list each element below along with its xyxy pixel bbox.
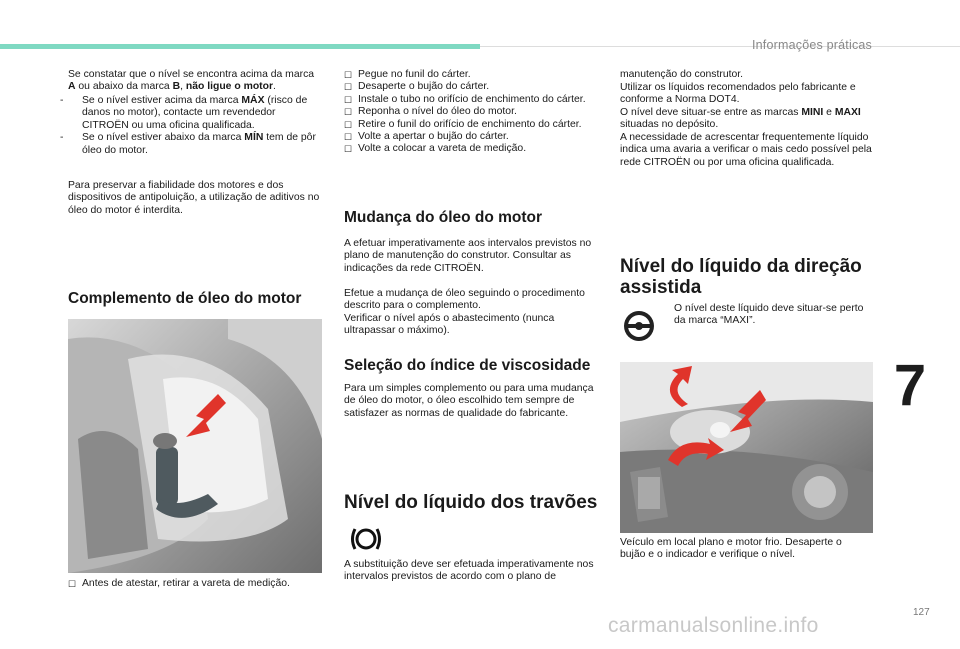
heading-power-steering: Nível do líquido da direção assistida xyxy=(620,256,862,298)
checkbox-bullet-icon: ☐ xyxy=(344,82,353,93)
list-item: ☐ Antes de atestar, retirar a vareta de medição. xyxy=(68,578,290,589)
heading-viscosity: Seleção do índice de viscosidade xyxy=(344,357,591,374)
viscosity-text: Para um simples complemento ou para uma mudança de óleo do motor, o óleo escolhido tem sempre de satisfazer as normas de qualidade do fabricante. xyxy=(344,383,594,419)
list-item: ☐ Volte a apertar o bujão do cárter. xyxy=(344,131,509,143)
checkbox-bullet-icon: ☐ xyxy=(344,70,353,80)
list-item: ☐ Instale o tubo no orifício de enchimento do cárter. xyxy=(344,93,586,105)
col3-text-2: Utilizar os líquidos recomendados pelo fabricante e conforme a Norma DOT4. xyxy=(620,82,856,106)
header-accent-bar xyxy=(0,44,480,49)
col1-caption-list xyxy=(68,578,328,590)
checkbox-bullet-icon: ☐ xyxy=(344,132,353,143)
brake-fluid-text: A substituição deve ser efetuada imperativamente nos intervalos previstos de acordo com o plano de xyxy=(344,559,594,583)
oil-change-text-2: Efetue a mudança de óleo seguindo o procedimento descrito para o complemento. xyxy=(344,288,585,312)
oil-change-text-3: Verificar o nível após o abastecimento (nunca ultrapassar o máximo). xyxy=(344,313,555,337)
chapter-number: 7 xyxy=(893,353,927,418)
power-steering-level-text: O nível deste líquido deve situar-se perto da marca “MAXI”. xyxy=(674,303,864,327)
power-steering-illustration xyxy=(620,362,873,533)
col1-paragraph: Para preservar a fiabilidade dos motores e dos dispositivos de antipoluição, a utilização de aditivos no óleo do motor é interdita. xyxy=(68,180,320,216)
heading-oil-change: Mudança do óleo do motor xyxy=(344,209,543,226)
list-item: ☐ Retire o funil do orifício de enchimento do cárter. xyxy=(344,118,582,130)
col3-text-4: A necessidade de acrescentar frequentemente líquido indica uma avaria a verificar o mais cedo possível pela rede CITROËN ou por uma oficina qualificada. xyxy=(620,132,872,168)
engine-oil-illustration xyxy=(68,319,322,573)
col3-text-3: O nível deve situar-se entre as marcas MINI e MAXI situadas no depósito. xyxy=(620,107,861,131)
header-rule xyxy=(480,46,960,47)
list-item: - Se o nível estiver abaixo da marca MÍN tem de pôr óleo do motor. xyxy=(60,132,316,156)
col1-intro: Se constatar que o nível se encontra acima da marca A ou abaixo da marca B, não ligue o motor. xyxy=(68,69,315,93)
heading-oil-top-up: Complemento de óleo do motor xyxy=(68,290,302,307)
col3-text-1: manutenção do construtor. xyxy=(620,69,744,80)
checkbox-bullet-icon: ☐ xyxy=(344,107,353,118)
list-item: ☐ Reponha o nível do óleo do motor. xyxy=(344,106,517,118)
heading-brake-fluid: Nível do líquido dos travões xyxy=(344,492,598,513)
checkbox-bullet-icon: ☐ xyxy=(344,94,353,105)
power-steering-caption: Veículo em local plano e motor frio. Desaperte o bujão e o indicador e verifique o nível. xyxy=(620,537,842,561)
list-item: - Se o nível estiver acima da marca MÁX (risco de danos no motor), contacte um revendedor CITROËN ou uma oficina qualificada. xyxy=(60,95,308,131)
list-item: ☐ Desaperte o bujão do cárter. xyxy=(344,81,490,93)
oil-steps-list xyxy=(344,69,606,156)
oil-change-text-1: A efetuar imperativamente aos intervalos previstos no plano de manutenção do construtor. Consultar as indicações da rede CITROËN. xyxy=(344,238,592,274)
checkbox-bullet-icon: ☐ xyxy=(68,579,77,589)
list-item: ☐ Volte a colocar a vareta de medição. xyxy=(344,143,527,155)
checkbox-bullet-icon: ☐ xyxy=(344,144,353,155)
steering-wheel-icon xyxy=(620,307,658,345)
power-steering-photo xyxy=(620,362,873,533)
list-item: ☐ Pegue no funil do cárter. xyxy=(344,69,471,80)
watermark: carmanualsonline.info xyxy=(608,614,819,637)
checkbox-bullet-icon: ☐ xyxy=(344,119,353,130)
brake-warning-icon xyxy=(349,525,383,553)
engine-oil-photo xyxy=(68,319,322,573)
section-title: Informações práticas xyxy=(751,38,872,52)
col1-dash-list xyxy=(60,95,322,157)
page-number: 127 xyxy=(913,607,930,618)
